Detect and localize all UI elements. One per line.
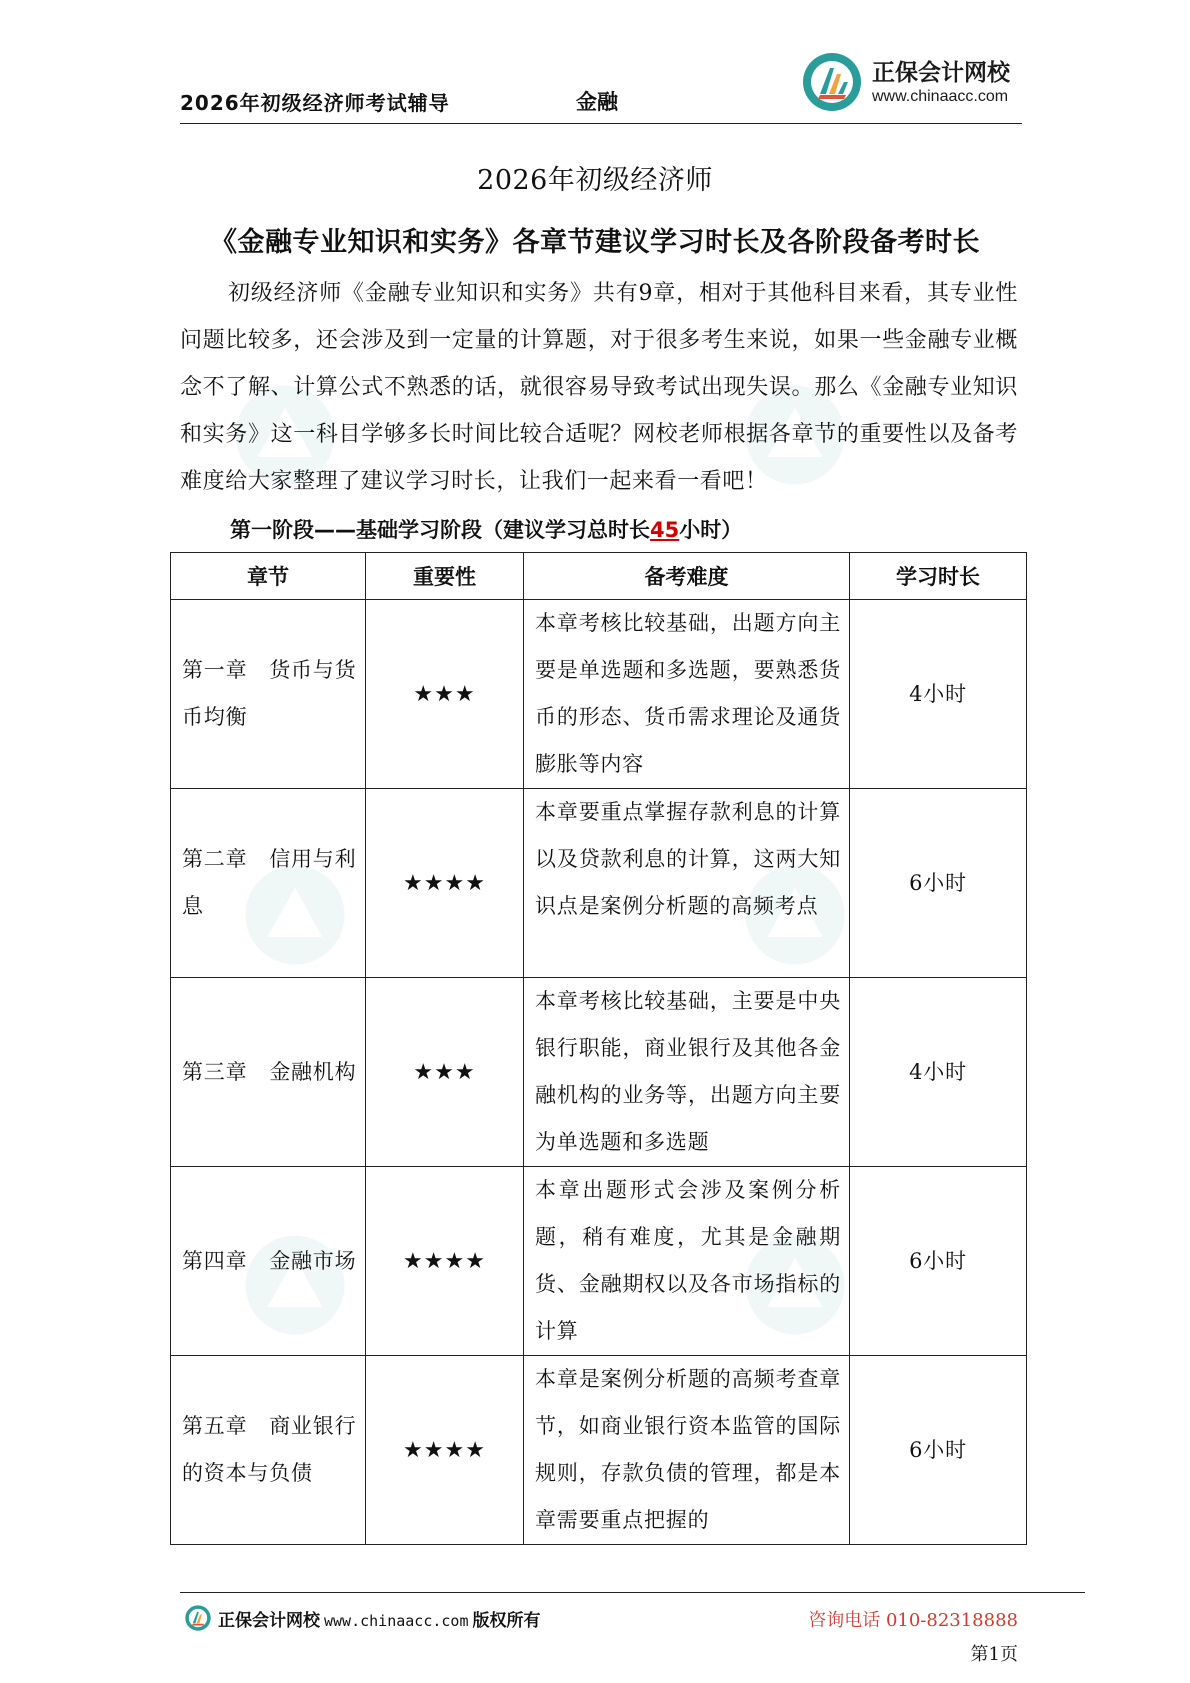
difficulty-cell — [524, 789, 850, 978]
header-importance: 重要性 — [366, 553, 524, 600]
footer-phone: 咨询电话 010-82318888 — [808, 1610, 1018, 1631]
study-time: 6小时 — [850, 1356, 1027, 1545]
page-number: 第1页 — [970, 1644, 1018, 1665]
difficulty-cell — [524, 978, 850, 1167]
difficulty-text: 本章出题形式会涉及案例分析题，稍有难度，尤其是金融期货、金融期权以及各市场指标的计算 — [535, 1178, 841, 1343]
study-time: 6小时 — [850, 1167, 1027, 1356]
logo-url-text: www.chinaacc.com — [872, 88, 1009, 105]
chapter-name: 第五章 商业银行的资本与负债 — [182, 1414, 357, 1485]
stage-heading-prefix: 第一阶段——基础学习阶段（建议学习总时长 — [230, 518, 650, 542]
importance-stars: ★★★★ — [366, 789, 524, 978]
difficulty-cell — [524, 1356, 850, 1545]
header-difficulty: 备考难度 — [524, 553, 850, 600]
document-subtitle: 《金融专业知识和实务》各章节建议学习时长及各阶段备考时长 — [210, 227, 980, 258]
logo-brand-text: 正保会计网校 — [872, 60, 1010, 86]
study-time: 6小时 — [850, 789, 1027, 978]
stage-heading — [230, 514, 742, 544]
logo-mark-icon — [800, 50, 864, 114]
chapter-name: 第四章 金融市场 — [182, 1248, 357, 1273]
header-course-title: 2026年初级经济师考试辅导 — [180, 91, 450, 115]
footer-brand: 正保会计网校 — [218, 1611, 320, 1631]
difficulty-text: 本章要重点掌握存款利息的计算以及贷款利息的计算，这两大知识点是案例分析题的高频考点 — [535, 800, 841, 918]
footer-copyright — [218, 1606, 541, 1631]
chapter-name: 第三章 金融机构 — [182, 1059, 357, 1084]
chapter-name: 第一章 货币与货币均衡 — [182, 658, 357, 729]
importance-stars: ★★★★ — [366, 1167, 524, 1356]
table-header-row — [171, 553, 1027, 600]
header-divider — [180, 123, 1022, 125]
difficulty-cell — [524, 600, 850, 789]
importance-stars: ★★★★ — [366, 1356, 524, 1545]
intro-paragraph: 初级经济师《金融专业知识和实务》共有9章，相对于其他科目来看，其专业性问题比较多，还会涉及到一定量的计算题，对于很多考生来说，如果一些金融专业概念不了解、计算公式不熟悉的话，就很容易导致考试出现失误。那么《金融专业知识和实务》这一科目学够多长时间比较合适呢？网校老师根据各章节的重要性以及备考难度给大家整理了建议学习时长，让我们一起来看一看吧！ — [180, 281, 1018, 494]
header-subject: 金融 — [576, 90, 618, 114]
study-plan-table — [170, 552, 1027, 1545]
chapter-cell — [171, 789, 366, 978]
stage-heading-suffix: 小时） — [679, 518, 743, 542]
header-logo[interactable] — [800, 50, 1020, 114]
document-title: 2026年初级经济师 — [477, 165, 713, 196]
importance-stars: ★★★ — [366, 600, 524, 789]
table-row — [171, 1167, 1027, 1356]
difficulty-text: 本章考核比较基础，主要是中央银行职能，商业银行及其他各金融机构的业务等，出题方向主要为单选题和多选题 — [535, 989, 841, 1154]
chapter-name: 第二章 信用与利息 — [182, 847, 357, 918]
footer-url[interactable]: www.chinaacc.com — [324, 1612, 469, 1630]
table-row — [171, 1356, 1027, 1545]
chapter-cell — [171, 1167, 366, 1356]
table-row — [171, 789, 1027, 978]
footer-rights: 版权所有 — [472, 1611, 541, 1631]
footer-logo-icon — [184, 1604, 212, 1632]
table-row — [171, 600, 1027, 789]
study-time: 4小时 — [850, 978, 1027, 1167]
table-row — [171, 978, 1027, 1167]
chapter-cell — [171, 978, 366, 1167]
difficulty-cell — [524, 1167, 850, 1356]
difficulty-text: 本章是案例分析题的高频考查章节，如商业银行资本监管的国际规则，存款负债的管理，都是本章需要重点把握的 — [535, 1367, 841, 1532]
chapter-cell — [171, 600, 366, 789]
page-header — [180, 40, 1022, 124]
study-time: 4小时 — [850, 600, 1027, 789]
header-chapter: 章节 — [171, 553, 366, 600]
chapter-cell — [171, 1356, 366, 1545]
footer-divider — [180, 1592, 1085, 1593]
difficulty-text: 本章考核比较基础，出题方向主要是单选题和多选题，要熟悉货币的形态、货币需求理论及通货膨胀等内容 — [535, 611, 841, 776]
stage-total-hours: 45 — [650, 518, 680, 542]
header-time: 学习时长 — [850, 553, 1027, 600]
importance-stars: ★★★ — [366, 978, 524, 1167]
